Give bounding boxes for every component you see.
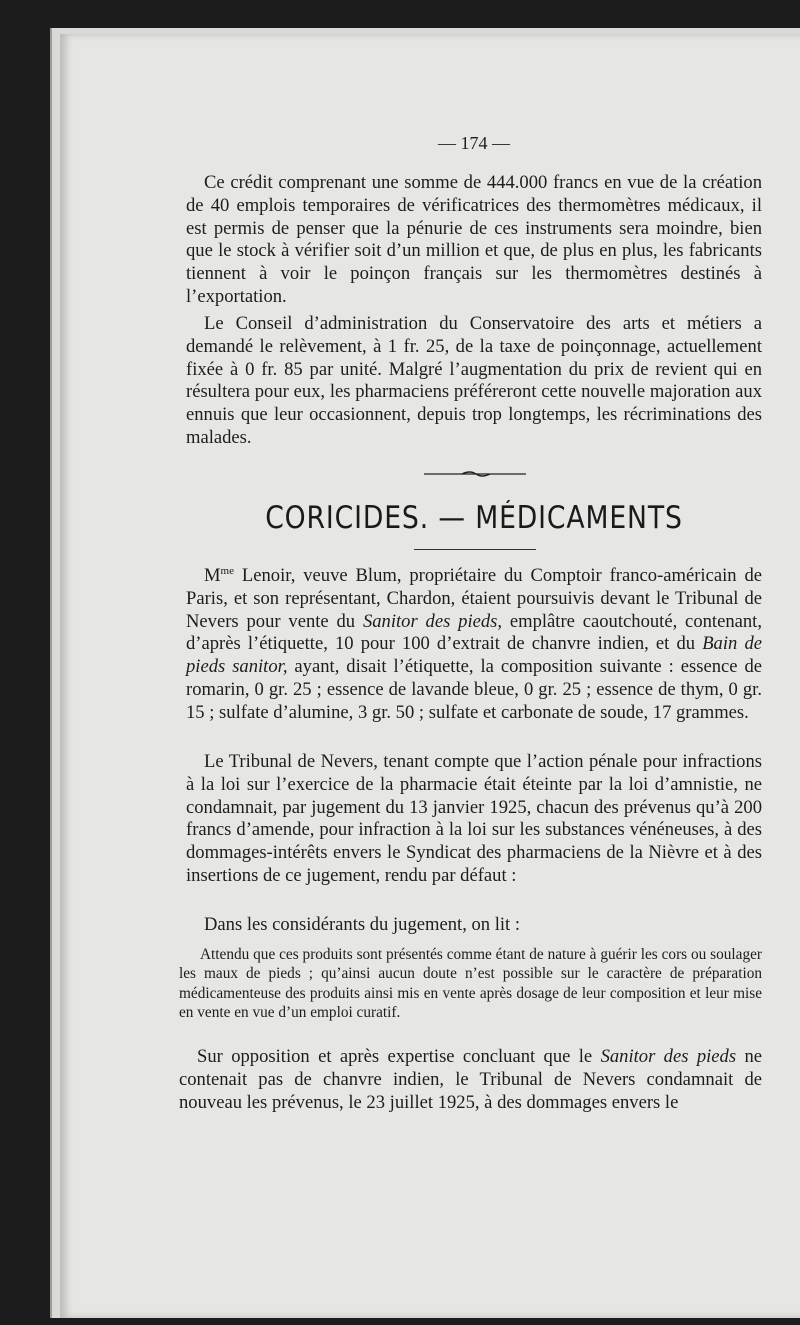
section-ornament bbox=[424, 470, 526, 478]
product-name: Sanitor des pieds, bbox=[362, 610, 503, 632]
text-run: Lenoir, veuve Blum, propriétaire du Comptoir franco-américain de Paris, et son représentant, Chardon, étaient poursuivis devant le Tribunal de Nevers pour vente du bbox=[186, 565, 762, 632]
paragraph-lenoir bbox=[186, 565, 762, 725]
text-run: Sur opposition et après expertise concluant que le bbox=[197, 1046, 601, 1067]
page-number: — 174 — bbox=[438, 133, 510, 153]
paragraph-text bbox=[186, 565, 762, 725]
product-name: Bain de pieds sanitor, bbox=[186, 633, 762, 678]
text-run: emplâtre caoutchouté, contenant, d’après l’étiquette, 10 pour 100 d’extrait de chanvre indien, et du bbox=[186, 610, 762, 655]
paragraph-text: Ce crédit comprenant une somme de 444.000 francs en vue de la création de 40 emplois temporaires de vérificatrices des thermomètres médicaux, il est permis de penser que la pénurie de ces instruments sera moindre, bien que le stock à vérifier soit d’un million et que, de plus en plus, les fabricants tiennent à voir le poinçon français sur les thermomètres destinés à l’exportation. bbox=[186, 172, 762, 307]
text-run: ne contenait pas de chanvre indien, le Tribunal de Nevers condamnait de nouveau les prévenus, le 23 juillet 1925, à des dommages envers le bbox=[179, 1046, 762, 1113]
title-superscript: me bbox=[220, 565, 234, 577]
quotation-text: Attendu que ces produits sont présentés comme étant de nature à guérir les cors ou soulager les maux de pieds ; qu’ainsi aucun doute n’est possible sur le caractère de préparation médicamenteuse des produits ainsi mis en vente après dosage de leur composition et leur mise en vente en vue d’un emploi curatif. bbox=[179, 946, 762, 1022]
title-prefix: M bbox=[204, 565, 221, 586]
heading-underline bbox=[414, 549, 536, 550]
paragraph-conseil bbox=[186, 313, 762, 450]
paragraph-text: Dans les considérants du jugement, on lit : bbox=[204, 914, 521, 935]
paragraph-considerants bbox=[186, 914, 762, 937]
paragraph-text: Le Conseil d’administration du Conservatoire des arts et métiers a demandé le relèvement, à 1 fr. 25, de la taxe de poinçonnage, actuellement fixée à 0 fr. 85 par unité. Malgré l’augmentation du prix de revient qui en résultera pour eux, les pharmaciens préféreront cette nouvelle majoration aux ennuis que leur occasionnent, depuis trop longtemps, les récriminations des malades. bbox=[186, 313, 762, 448]
paragraph-thermometers bbox=[186, 172, 762, 309]
paragraph-tribunal bbox=[186, 751, 762, 888]
paragraph-text bbox=[179, 1046, 762, 1114]
product-name: Sanitor des pieds bbox=[600, 1046, 737, 1067]
quoted-judgment bbox=[179, 945, 762, 1023]
text-run: ayant, disait l’étiquette, la composition suivante : essence de romarin, 0 gr. 25 ; essence de lavande bleue, 0 gr. 25 ; essence de thym, 0 gr. 15 ; sulfate d’alumine, 3 gr. 50 ; sulfate et carbonate de soude, 17 grammes. bbox=[186, 656, 762, 723]
paragraph-text: Le Tribunal de Nevers, tenant compte que l’action pénale pour infractions à la loi sur l’exercice de la pharmacie était éteinte par la loi d’amnistie, ne condamnait, par jugement du 13 janvier 1925, chacun des prévenus qu’à 200 francs d’amende, pour infraction à la loi sur les substances vénéneuses, à des dommages-intérêts envers le Syndicat des pharmaciens de la Nièvre et à des insertions de ce jugement, rendu par défaut : bbox=[186, 751, 762, 886]
section-heading: CORICIDES. — MÉDICAMENTS bbox=[265, 500, 683, 536]
paragraph-opposition bbox=[179, 1046, 762, 1114]
